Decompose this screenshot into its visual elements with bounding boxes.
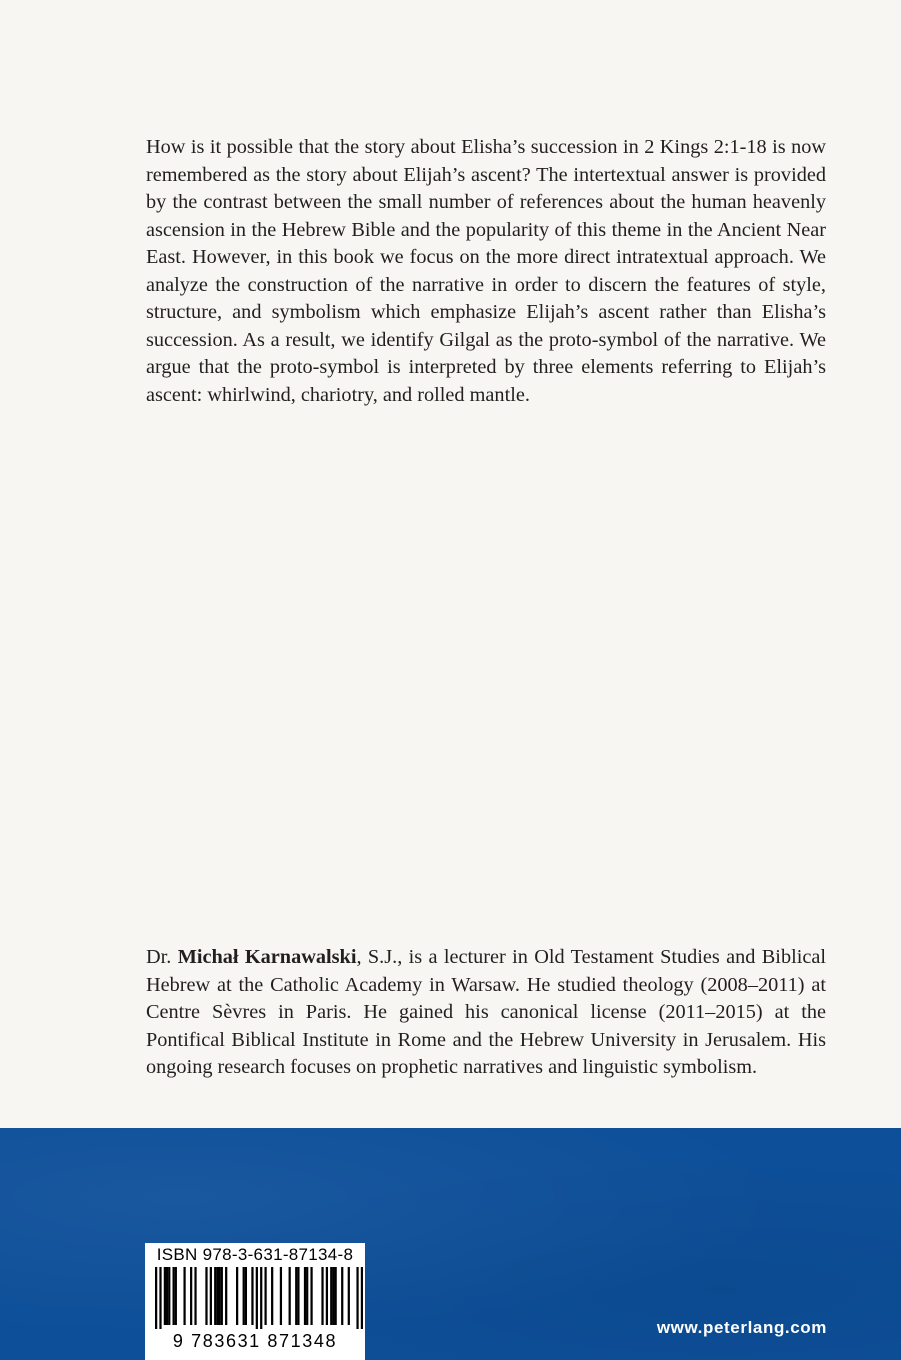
barcode-bar xyxy=(175,1267,177,1325)
barcode-bar xyxy=(221,1267,223,1325)
barcode-bar xyxy=(190,1267,192,1325)
barcode-bar xyxy=(348,1267,350,1325)
book-description: How is it possible that the story about Elisha’s succession in 2 Kings 2:1-18 is now remembered as the story about Elijah’s ascent? The intertextual answer is provided by the contrast between the small number of references about the human heavenly ascension in the Hebrew Bible and the popularity of this theme in the Ancient Near East. However, in this book we focus on the more direct intratextual approach. We analyze the construction of the narrative in order to discern the features of style, structure, and symbolism which emphasize Elijah’s ascent rather than Elisha’s succession. As a result, we identify Gilgal as the proto-symbol of the narrative. We argue that the proto-symbol is interpreted by three elements referring to Elijah’s ascent: whirlwind, chariotry, and rolled mantle. xyxy=(146,136,826,406)
barcode-bar xyxy=(271,1267,273,1325)
barcode-bar xyxy=(225,1267,227,1325)
barcode-bar xyxy=(260,1267,262,1329)
barcode-bar xyxy=(330,1267,332,1325)
barcode-bar xyxy=(341,1267,343,1325)
barcode-bar xyxy=(243,1267,245,1325)
barcode-digits: 9 783631 871348 xyxy=(172,1331,338,1351)
isbn-label: ISBN 978-3-631-87134-8 xyxy=(156,1245,354,1264)
barcode-bar xyxy=(326,1267,328,1325)
publisher-url[interactable]: www.peterlang.com xyxy=(656,1318,827,1337)
barcode-bars xyxy=(155,1267,363,1329)
barcode-bar xyxy=(264,1267,266,1325)
barcode-bar xyxy=(164,1267,166,1325)
barcode-bar xyxy=(280,1267,282,1325)
barcode-bar xyxy=(321,1267,323,1325)
barcode-bar xyxy=(168,1267,170,1325)
barcode-bar xyxy=(251,1267,253,1325)
barcode-bar xyxy=(335,1267,337,1325)
barcode-bar xyxy=(173,1267,175,1325)
barcode-bar xyxy=(210,1267,212,1325)
barcode-bar xyxy=(159,1267,161,1329)
barcode-bar xyxy=(245,1267,247,1325)
barcode-bar xyxy=(183,1267,185,1325)
barcode-bar xyxy=(361,1267,363,1329)
barcode-bar xyxy=(289,1267,291,1325)
author-title: Dr. xyxy=(146,946,178,968)
barcode-bar xyxy=(205,1267,207,1325)
barcode-bar xyxy=(218,1267,220,1325)
barcode-bar xyxy=(332,1267,334,1325)
barcode-panel xyxy=(145,1243,365,1360)
author-name: Michał Karnawalski xyxy=(177,946,357,968)
barcode-bar xyxy=(214,1267,216,1325)
barcode-bar xyxy=(306,1267,308,1325)
author-bio-text: , S.J., is a lecturer in Old Testament Studies and Biblical Hebrew at the Catholic Academy in Warsaw. He studied theology (2008–2011) at Centre Sèvres in Paris. He gained his canonical license (2011–2015) at the Pontifical Biblical Institute in Rome and the Hebrew University in Jerusalem. His ongoing research focuses on prophetic narratives and linguistic symbolism. xyxy=(146,946,826,1078)
barcode-bar xyxy=(236,1267,238,1325)
barcode-bar xyxy=(310,1267,312,1325)
barcode-bar xyxy=(256,1267,258,1329)
barcode-bar xyxy=(166,1267,168,1325)
author-bio xyxy=(146,944,826,1082)
barcode-bar xyxy=(304,1267,306,1325)
barcode-bar xyxy=(297,1267,299,1325)
barcode-bar xyxy=(194,1267,196,1325)
barcode-bar xyxy=(295,1267,297,1325)
barcode-bar xyxy=(155,1267,157,1329)
barcode-bar xyxy=(216,1267,218,1325)
barcode-bar xyxy=(356,1267,358,1329)
